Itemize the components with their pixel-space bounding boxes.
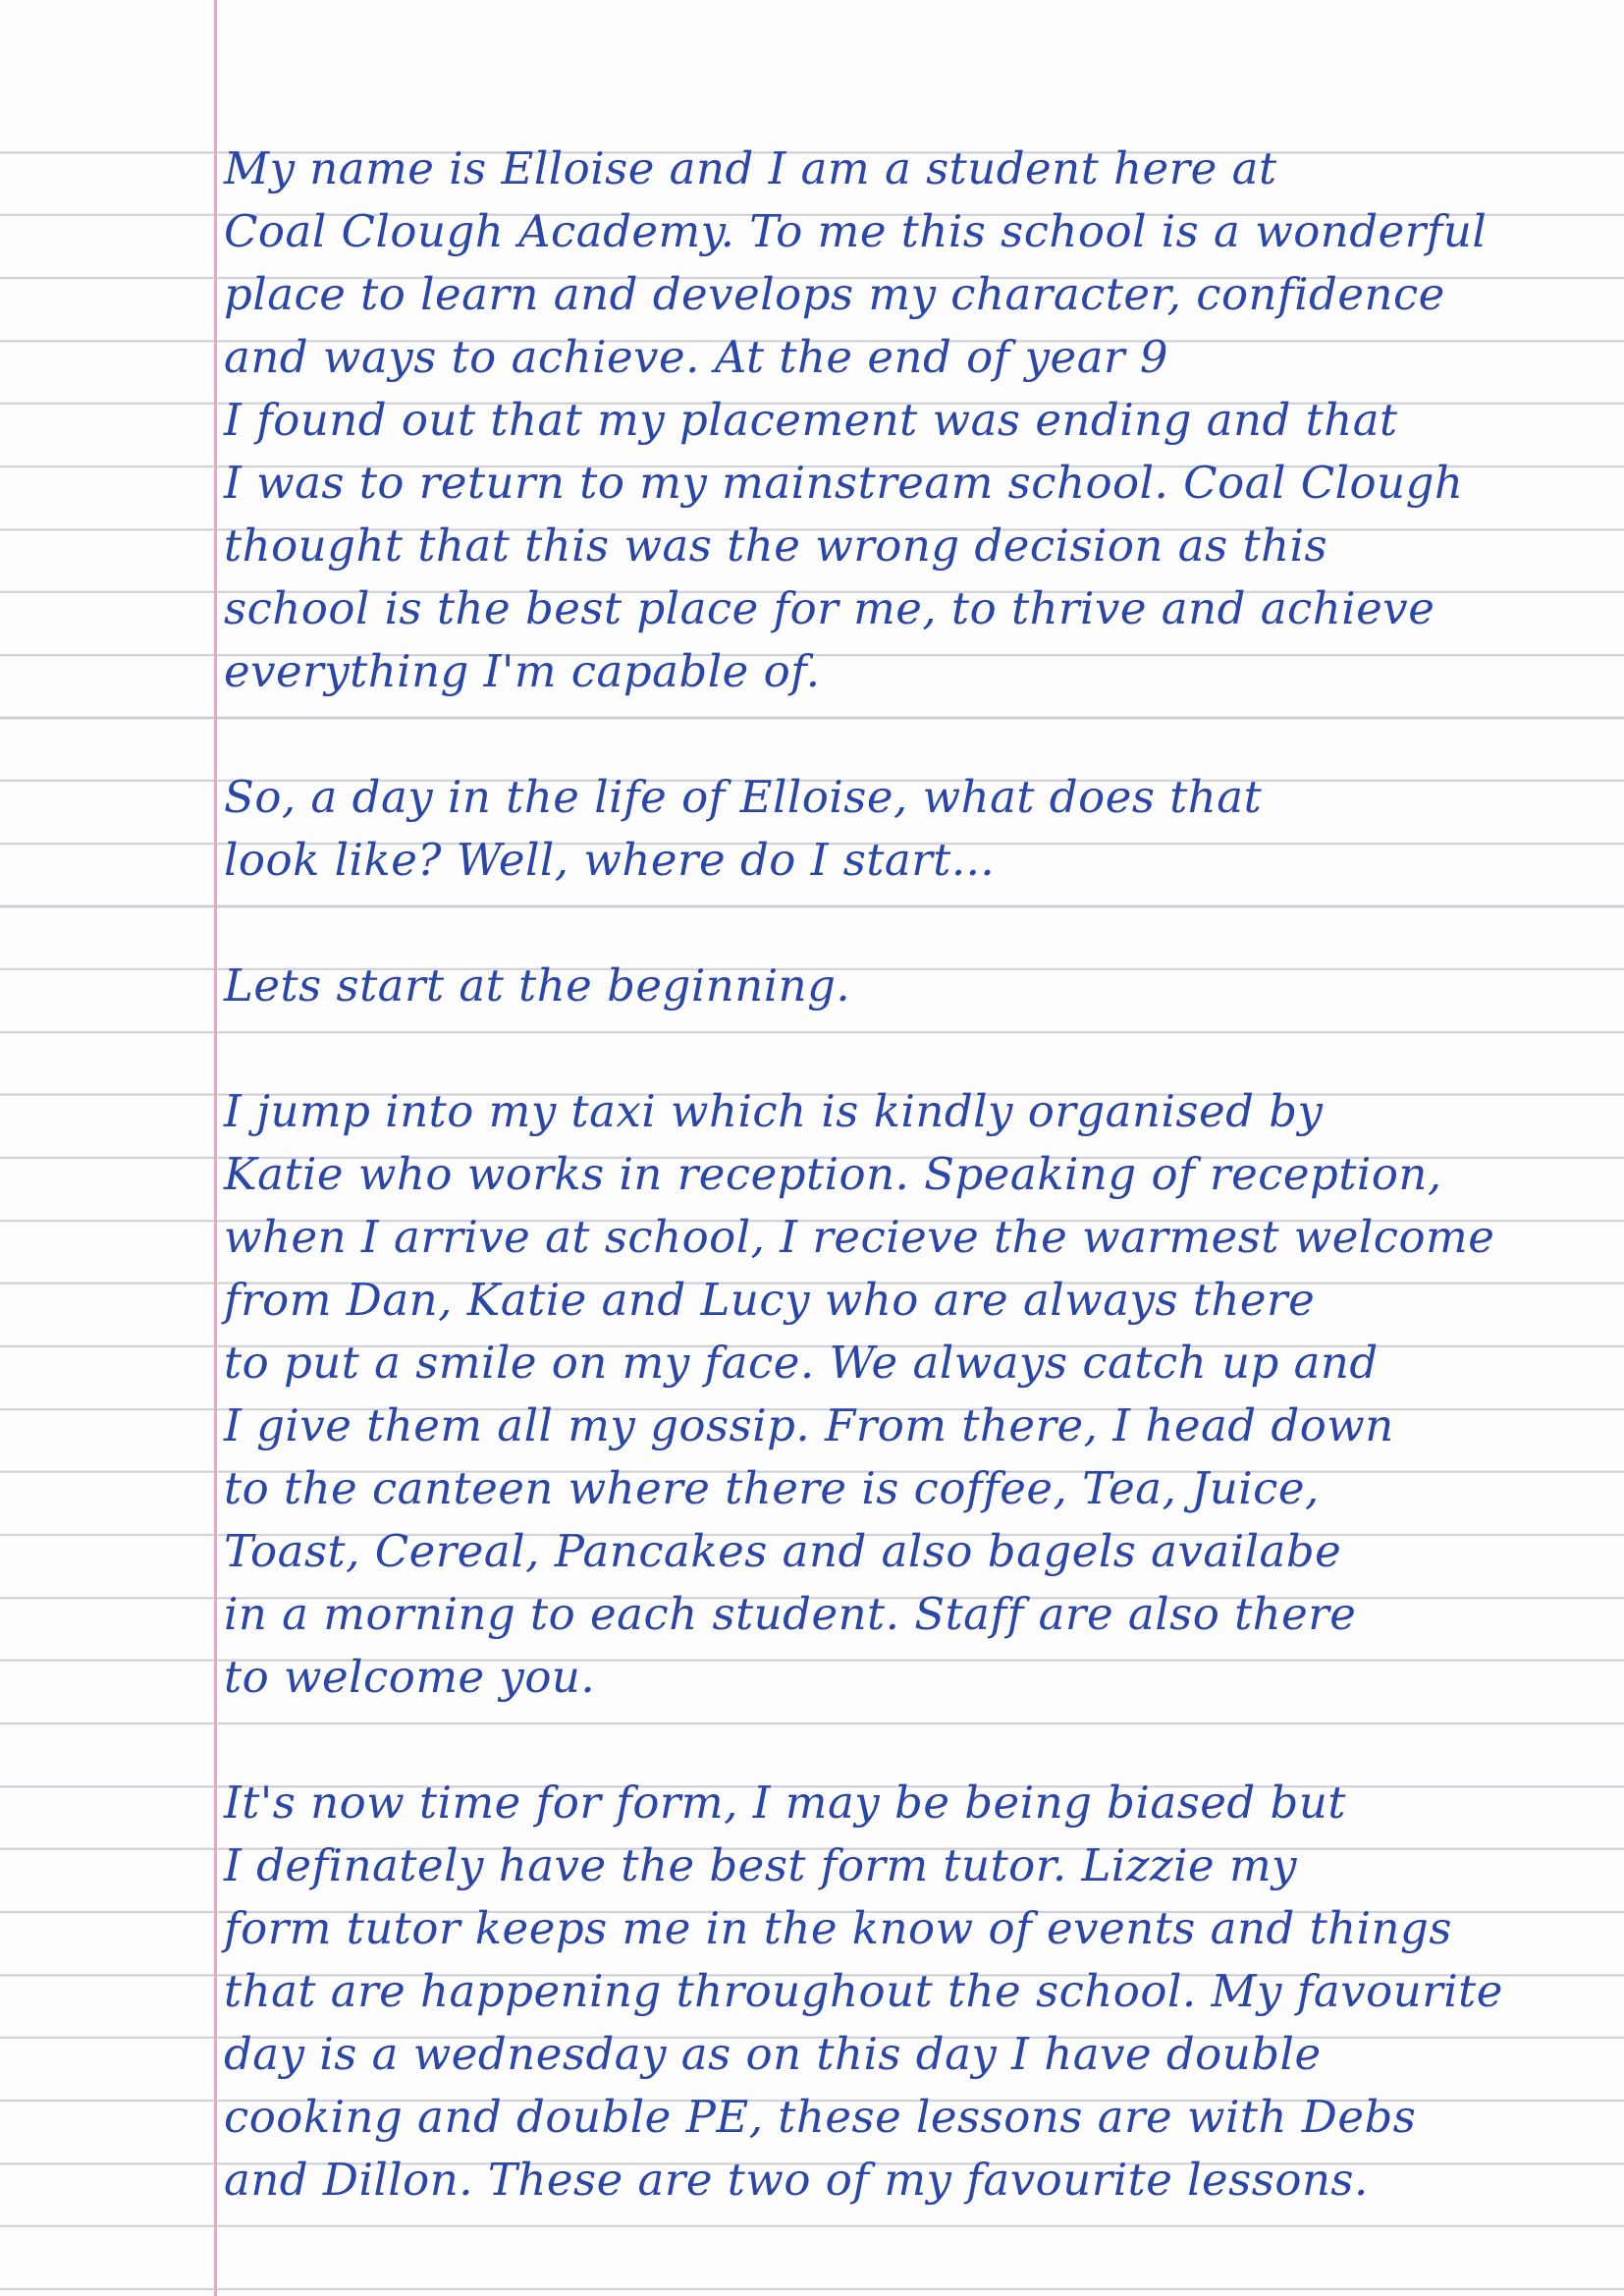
letter-line: to the canteen where there is coffee, Tea, Juice, (224, 1462, 1320, 1514)
letter-line: Toast, Cereal, Pancakes and also bagels availabe (224, 1525, 1342, 1577)
letter-line: Coal Clough Academy. To me this school is a wonderful (224, 205, 1488, 257)
letter-line: cooking and double PE, these lessons are with Debs (224, 2091, 1417, 2143)
letter-line: look like? Well, where do I start... (224, 834, 996, 886)
letter-line: everything I'm capable of. (224, 645, 821, 697)
top-margin (0, 0, 1624, 94)
letter-line: I jump into my taxi which is kindly organised by (224, 1085, 1324, 1137)
letter-line: from Dan, Katie and Lucy who are always there (224, 1274, 1316, 1326)
letter-line: in a morning to each student. Staff are also there (224, 1588, 1357, 1640)
blank-line (224, 1709, 1598, 1772)
letter-line: that are happening throughout the school. My favourite (224, 1965, 1503, 2017)
letter-line: form tutor keeps me in the know of events and things (224, 1902, 1452, 1954)
letter-line: I found out that my placement was ending and that (224, 394, 1398, 446)
letter-line: I was to return to my mainstream school. Coal Clough (224, 457, 1464, 509)
blank-line (224, 703, 1598, 766)
letter-line: to put a smile on my face. We always catch up and (224, 1337, 1379, 1389)
letter-line: My name is Elloise and I am a student here at (224, 142, 1277, 194)
letter-line: when I arrive at school, I recieve the warmest welcome (224, 1211, 1495, 1263)
letter-line: day is a wednesday as on this day I have double (224, 2028, 1322, 2080)
letter-line: school is the best place for me, to thrive and achieve (224, 582, 1435, 634)
letter-line: thought that this was the wrong decision as this (224, 519, 1328, 572)
letter-line: and Dillon. These are two of my favourite lessons. (224, 2154, 1369, 2206)
letter-line: I definately have the best form tutor. Lizzie my (224, 1839, 1298, 1891)
letter-line: Lets start at the beginning. (224, 959, 851, 1011)
letter-line: place to learn and develops my character, confidence (224, 268, 1445, 320)
letter-line: to welcome you. (224, 1651, 596, 1703)
letter-line: and ways to achieve. At the end of year 9 (224, 331, 1168, 383)
blank-line (224, 1017, 1598, 1080)
handwritten-letter (224, 137, 1598, 2212)
letter-line: So, a day in the life of Elloise, what does that (224, 771, 1263, 823)
margin-rule (214, 0, 217, 2296)
letter-line: Katie who works in reception. Speaking of reception, (224, 1148, 1442, 1200)
letter-line: It's now time for form, I may be being biased but (224, 1777, 1346, 1829)
letter-line: I give them all my gossip. From there, I head down (224, 1399, 1394, 1451)
blank-line (224, 892, 1598, 955)
